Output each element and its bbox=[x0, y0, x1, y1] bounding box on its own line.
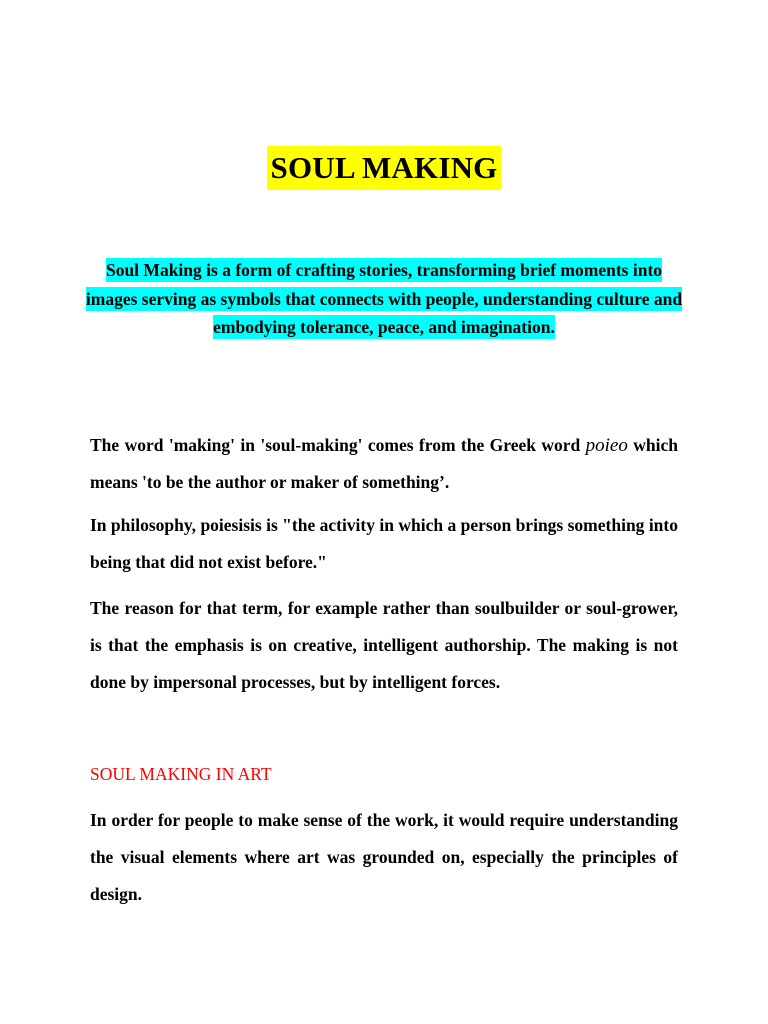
paragraph-philosophy: In philosophy, poiesisis is "the activity in which a person brings something into being that did not exist before." bbox=[90, 515, 678, 572]
intro-highlighted-text: Soul Making is a form of crafting stories, transforming brief moments into images serving as symbols that connects with people, understanding culture and embodying tolerance, peace, and imagination. bbox=[85, 260, 683, 337]
paragraph-poieo-lead: The word 'making' in 'soul-making' comes from the Greek word bbox=[90, 435, 586, 455]
title-container bbox=[0, 146, 768, 190]
section-heading-soul-making-in-art: SOUL MAKING IN ART bbox=[90, 764, 272, 784]
paragraph-art: In order for people to make sense of the work, it would require understanding the visual elements where art was grounded on, especially the principles of design. bbox=[90, 810, 678, 904]
paragraph-reason: The reason for that term, for example rather than soulbuilder or soul-grower, is that the emphasis is on creative, intelligent authorship. The making is not done by impersonal processes, but by intelligent forces. bbox=[90, 598, 678, 692]
paragraph-poieo bbox=[90, 427, 678, 501]
paragraph-poieo-tail: which means 'to be the author or maker of something’. bbox=[90, 435, 678, 492]
greek-word-poieo: poieo bbox=[585, 435, 628, 456]
document-title: SOUL MAKING bbox=[267, 146, 502, 190]
intro-block bbox=[80, 256, 688, 342]
